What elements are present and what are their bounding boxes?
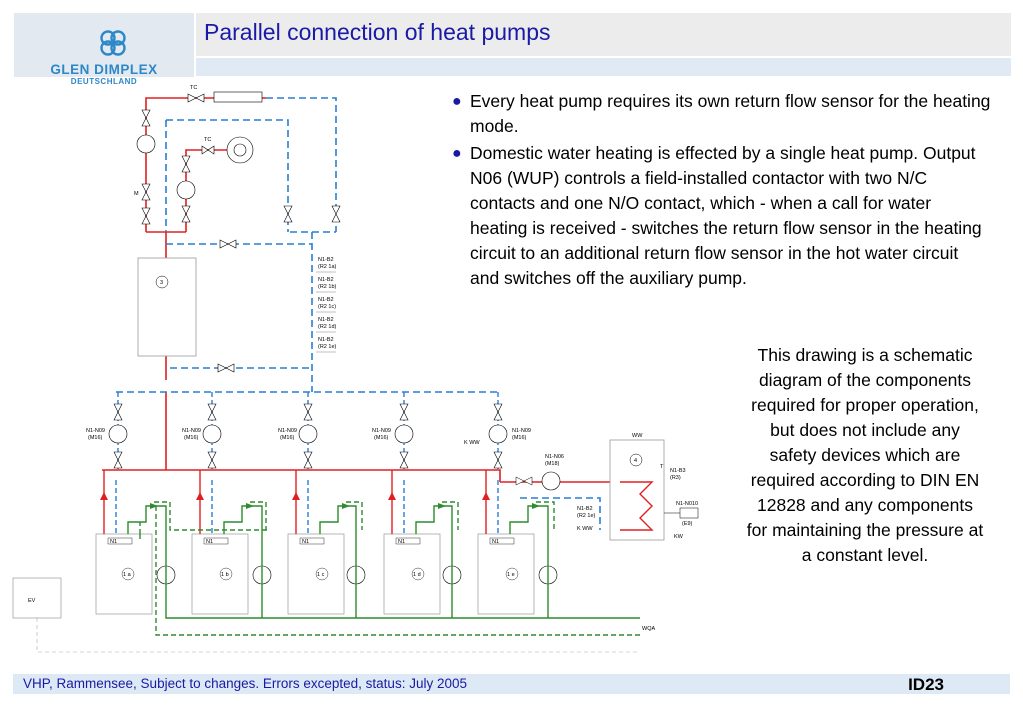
tank-4-label: 4 — [634, 458, 638, 464]
pump-a-code: (M16) — [88, 435, 103, 441]
unit-1e — [478, 534, 557, 614]
footer-text: VHP, Rammensee, Subject to changes. Errors excepted, status: July 2005 — [23, 676, 467, 691]
dhw-pump-code: (M18) — [545, 461, 560, 467]
heat-pump-units — [96, 534, 557, 614]
unit-flow-pipes — [104, 470, 486, 534]
disclaimer-note: This drawing is a schematic diagram of the components required for proper operation, but does not include any safety devices which are required according to DIN EN 12828 and any components for maintaining the pressure at a constant level. — [746, 345, 984, 565]
kww-bottom-label: K WW — [577, 526, 593, 532]
bullet-dot-icon: ● — [452, 145, 462, 162]
kww-top-label: K WW — [464, 440, 480, 446]
dhw-sensor-code: (R2 1e) — [577, 513, 596, 519]
slide-id: ID23 — [908, 675, 944, 694]
sensor-1c-code: (R2 1c) — [318, 304, 337, 310]
pump-a-name: N1-N09 — [86, 428, 105, 434]
pump-column-b — [203, 392, 221, 470]
unit-tag-1e: N1 — [492, 539, 500, 545]
bullet-text-1: Every heat pump requires its own return flow sensor for the heating mode. — [470, 91, 991, 136]
unit-1a — [96, 534, 175, 614]
sensor-1b-code: (R2 1b) — [318, 284, 337, 290]
unit-label-1e: 1 e — [507, 572, 515, 578]
unit-tag-1b: N1 — [206, 539, 214, 545]
kw-label: KW — [674, 534, 683, 540]
pump-b-name: N1-N09 — [182, 428, 201, 434]
wqa-label: WQA — [642, 626, 656, 632]
sensor-1c-name: N1-B2 — [318, 297, 334, 303]
unit-1d — [384, 534, 461, 614]
unit-label-1b: 1 b — [221, 572, 229, 578]
ev-box — [13, 578, 61, 618]
dhw-valve-right — [524, 477, 532, 485]
unit-label-1c: 1 c — [317, 572, 325, 578]
buffer-tank-3 — [138, 258, 196, 356]
unit-flow-arrows — [100, 492, 490, 500]
unit-1c — [288, 534, 365, 614]
unit-label-1d: 1 d — [413, 572, 421, 578]
tank-3-label: 3 — [160, 280, 164, 286]
dhw-pump-name: N1-N06 — [545, 454, 564, 460]
heater-element — [680, 508, 698, 518]
sensor-1a-name: N1-B2 — [318, 257, 334, 263]
dhw-valve-left — [516, 477, 524, 485]
pump-column-d — [395, 392, 413, 470]
pump-d-name: N1-N09 — [372, 428, 391, 434]
sensor-1b-name: N1-B2 — [318, 277, 334, 283]
pump-column-c — [299, 392, 317, 470]
dhw-sensor-name: N1-B2 — [577, 506, 593, 512]
m-label: M — [134, 191, 139, 197]
dhw-pump — [542, 472, 560, 490]
ev-label: EV — [28, 598, 36, 604]
pump-column-e — [489, 392, 507, 470]
footer-bar — [13, 674, 1010, 694]
sensor-label-group — [318, 257, 337, 350]
bullet-dot-icon: ● — [452, 93, 462, 110]
ww-label: WW — [632, 433, 643, 439]
sensor-1e-code: (R2 1e) — [318, 344, 337, 350]
page-title: Parallel connection of heat pumps — [204, 19, 551, 45]
unit-1b — [192, 534, 271, 614]
pump-e-name: N1-N09 — [512, 428, 531, 434]
brine-arrows — [150, 503, 540, 509]
n010-code: (E9) — [682, 521, 693, 527]
b3-code: (R3) — [670, 475, 681, 481]
bullet-text-2: Domestic water heating is effected by a single heat pump. Output N06 (WUP) controls a field-installed contactor with two N/C contacts and one N/O contact, which - when a call for water heating is received - switches the return flow sensor in the heating circuit to an additional return flow sensor in the hot water circuit and switches off the auxiliary pump. — [470, 143, 982, 288]
tc-mid-label: TC — [204, 137, 212, 143]
brand-name: GLEN DIMPLEX — [50, 62, 158, 77]
unit-tag-1d: N1 — [398, 539, 406, 545]
t-label: T — [660, 464, 664, 470]
tc-top-valve — [188, 92, 262, 102]
sensor-1d-code: (R2 1d) — [318, 324, 337, 330]
pump-row — [109, 392, 507, 470]
bullet-item-2 — [452, 141, 992, 291]
pump-c-code: (M16) — [280, 435, 295, 441]
pump-d-code: (M16) — [374, 435, 389, 441]
b3-name: N1-B3 — [670, 468, 686, 474]
pump-b-code: (M16) — [184, 435, 199, 441]
n010-name: N1-N010 — [676, 501, 699, 507]
sensor-1e-name: N1-B2 — [318, 337, 334, 343]
unit-tag-1a: N1 — [110, 539, 118, 545]
sensor-1d-name: N1-B2 — [318, 317, 334, 323]
pump-column-a — [109, 392, 127, 470]
tc-top-label: TC — [190, 85, 198, 91]
bullet-list — [452, 89, 992, 293]
pump-e-code: (M16) — [512, 435, 527, 441]
pump-c-name: N1-N09 — [278, 428, 297, 434]
unit-tag-1c: N1 — [302, 539, 310, 545]
sensor-1a-code: (R2 1a) — [318, 264, 337, 270]
brand-subtitle: DEUTSCHLAND — [70, 77, 138, 86]
unit-label-1a: 1 a — [123, 572, 131, 578]
bullet-item-1 — [452, 89, 992, 139]
